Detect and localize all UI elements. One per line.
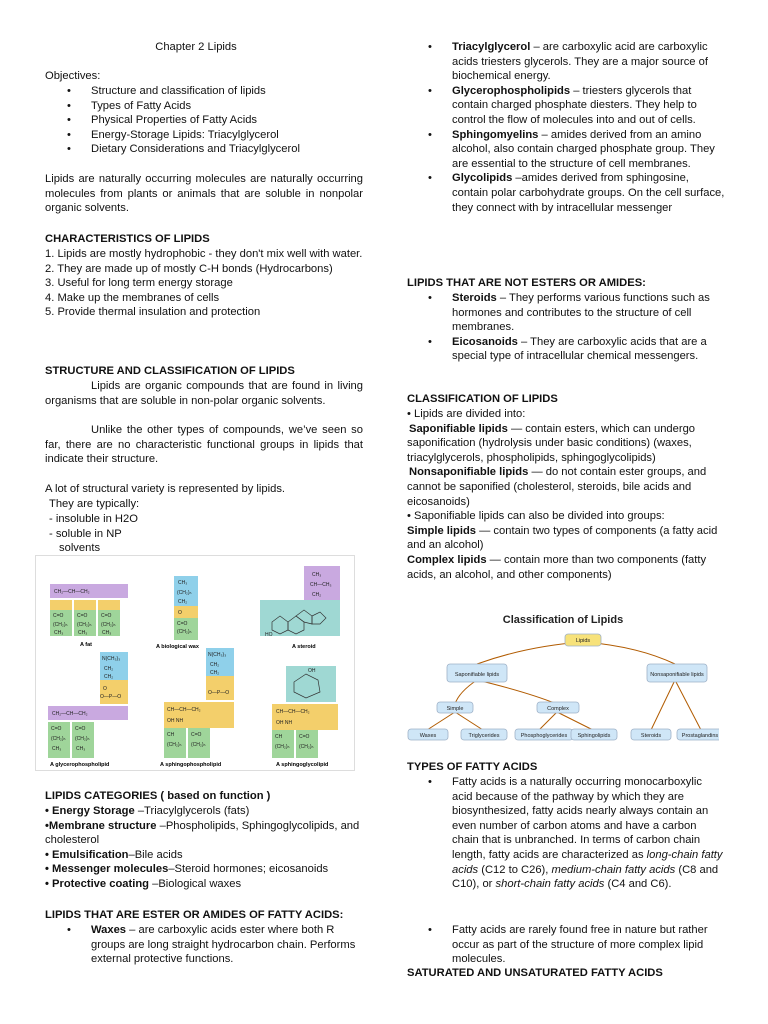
svg-text:C=O: C=O [75, 726, 86, 732]
variety-text: A lot of structural variety is represented by lipids. [45, 483, 286, 495]
node-label: Lipids [575, 638, 591, 644]
objectives-heading: Objectives: [45, 70, 101, 82]
list-item: • Physical Properties of Fatty Acids [45, 113, 363, 128]
list-item: • Fatty acids is a naturally occurring monocarboxylic acid because of the pathway by which they are biosynthesized, fatty acids nearly always contain an even number of carbon atoms and have a carbon chain that is unbranched. In terms of carbon chain length, fatty acids are characterized as long-chain fatty acids (C12 to C26), medium-chain fatty acids (C8 and C10), or short-chain fatty acids (C4 and C6). [407, 775, 725, 892]
node-label: Waxes [419, 733, 437, 739]
figure-label: A glycerophospholipid [50, 762, 110, 768]
ester-list [45, 923, 363, 967]
node-label: Saponifiable lipids [454, 672, 500, 678]
categories-heading: LIPIDS CATEGORIES ( based on function ) [45, 790, 271, 802]
node-label: Nonsaponifiable lipids [650, 672, 704, 678]
figure-label: A sphingophospholipid [160, 762, 222, 768]
svg-text:CH—CH₃: CH—CH₃ [310, 582, 332, 588]
simple-item: Simple lipids — contain two types of components (a fatty acid and an alcohol) [407, 524, 718, 552]
nonsaponifiable-item: Nonsaponifiable lipids — do not contain ester groups, and cannot be saponified (cholesterol, steroids, bile acids and eicosanoids) [407, 466, 707, 508]
svg-text:(CH₂)ₙ: (CH₂)ₙ [299, 744, 314, 750]
svg-text:C=O: C=O [299, 734, 310, 740]
list-item: 1. Lipids are mostly hydrophobic - they don't mix well with water. [45, 248, 363, 260]
objectives-list [45, 84, 363, 157]
svg-text:CH₂: CH₂ [104, 666, 114, 672]
node-label: Steroids [640, 733, 662, 739]
svg-text:C=O: C=O [53, 613, 64, 619]
list-item: • Fatty acids are rarely found free in nature but rather occur as part of the structure of more complex lipid molecules. [407, 923, 725, 967]
list-item: •Membrane structure –Phospholipids, Sphingoglycolipids, and cholesterol [45, 819, 360, 847]
list-item: • Types of Fatty Acids [45, 99, 363, 114]
svg-text:(CH₂)ₙ: (CH₂)ₙ [101, 622, 116, 628]
complex-item: Complex lipids — contain more than two components (fatty acids, an alcohol, and other components) [407, 553, 707, 581]
svg-text:OH NH: OH NH [167, 718, 184, 724]
not-esters-list [407, 291, 725, 364]
figure-label: A fat [80, 642, 93, 648]
svg-text:(CH₂)ₙ: (CH₂)ₙ [177, 629, 192, 635]
svg-text:(CH₂)ₙ: (CH₂)ₙ [177, 590, 192, 596]
list-item: • Eicosanoids – They are carboxylic acids that are a special type of intracellular chemical messengers. [407, 335, 725, 364]
svg-text:(CH₂)ₙ: (CH₂)ₙ [75, 736, 90, 742]
list-item: • Energy-Storage Lipids: Triacylglycerol [45, 128, 363, 143]
intro-paragraph: Lipids are naturally occurring molecules are naturally occurring molecules from plants or animals that are soluble in nonpolar organic solvents. [45, 173, 363, 215]
list-item: • Sphingomyelins – amides derived from an amino alcohol, also contain charged phosphate group. They are essential to the structure of cell membranes. [407, 128, 725, 172]
node-label: Sphingolipids [577, 733, 611, 739]
fatty-acid-list [407, 775, 725, 892]
node-label: Prostaglandins [681, 733, 719, 739]
classification-diagram [407, 612, 719, 748]
svg-text:N(CH₃)₃: N(CH₃)₃ [102, 656, 121, 662]
structure-paragraph-1: Lipids are organic compounds that are found in living organisms that are soluble in non-polar organic solvents. [45, 380, 363, 407]
svg-text:CH₃: CH₃ [102, 630, 112, 636]
typically-text: They are typically: [49, 498, 140, 510]
fatty-acid-list-2 [407, 923, 725, 967]
node-label: Complex [547, 706, 569, 712]
ester-heading: LIPIDS THAT ARE ESTER OR AMIDES OF FATTY ACIDS: [45, 909, 344, 921]
list-item: • Waxes – are carboxylic acids ester where both R groups are long straight hydrocarbon chain. Performs external protective functions. [45, 923, 363, 967]
list-item: • Glycolipids –amides derived from sphingosine, contain polar carbohydrate groups. On the cell surface, they connect with by intracellular messenger [407, 171, 725, 215]
svg-text:O—P—O: O—P—O [100, 694, 122, 700]
list-item: • Emulsification–Bile acids [45, 848, 183, 861]
groups-line: • Saponifiable lipids can also be divided into groups: [407, 510, 665, 523]
svg-text:CH₃: CH₃ [76, 746, 86, 752]
svg-text:CH₃: CH₃ [78, 630, 88, 636]
svg-text:CH₂: CH₂ [210, 662, 220, 668]
svg-text:CH₂—CH—CH₂: CH₂—CH—CH₂ [54, 589, 90, 595]
svg-text:OH: OH [308, 668, 316, 674]
svg-text:C=O: C=O [77, 613, 88, 619]
list-item: • Structure and classification of lipids [45, 84, 363, 99]
list-item: • Protective coating –Biological waxes [45, 877, 242, 890]
structure-heading: STRUCTURE AND CLASSIFICATION OF LIPIDS [45, 365, 295, 377]
typically-item: - soluble in NP [49, 528, 122, 540]
fatty-acid-types-heading: TYPES OF FATTY ACIDS [407, 761, 538, 773]
svg-text:CH: CH [275, 734, 283, 740]
svg-text:CH₃: CH₃ [312, 572, 322, 578]
svg-text:CH: CH [167, 732, 175, 738]
classification-text [407, 407, 725, 582]
svg-text:(CH₂)ₙ: (CH₂)ₙ [275, 744, 290, 750]
svg-text:CH—CH—CH₂: CH—CH—CH₂ [276, 709, 310, 715]
svg-text:CH₃: CH₃ [52, 746, 62, 752]
svg-text:(CH₂)ₙ: (CH₂)ₙ [167, 742, 182, 748]
list-item: • Steroids – They performs various functions such as hormones and contributes to the structure of cell membranes. [407, 291, 725, 335]
svg-text:CH₂: CH₂ [104, 674, 114, 680]
svg-text:O: O [103, 686, 107, 692]
svg-text:N(CH₃)₃: N(CH₃)₃ [208, 652, 227, 658]
classification-line: • Lipids are divided into: [407, 408, 526, 420]
list-item: 2. They are made up of mostly C-H bonds (Hydrocarbons) [45, 262, 333, 275]
svg-text:O—P—O: O—P—O [208, 690, 230, 696]
node-label: Triglycerides [468, 733, 500, 739]
svg-text:(CH₂)ₙ: (CH₂)ₙ [191, 742, 206, 748]
svg-text:(CH₂)ₙ: (CH₂)ₙ [51, 736, 66, 742]
svg-text:C=O: C=O [51, 726, 62, 732]
typically-item: - insoluble in H2O [49, 513, 138, 525]
svg-text:CH₃: CH₃ [54, 630, 64, 636]
figure-label: A biological wax [156, 644, 199, 650]
typically-item: solvents [59, 542, 101, 554]
list-item: • Energy Storage –Triacylglycerols (fats) [45, 805, 250, 817]
node-label: Phosphoglycerides [520, 733, 568, 739]
lipid-structures-image [36, 556, 354, 770]
svg-text:CH₂: CH₂ [210, 670, 220, 676]
not-esters-heading: LIPIDS THAT ARE NOT ESTERS OR AMIDES: [407, 277, 646, 289]
svg-text:(CH₂)ₙ: (CH₂)ₙ [77, 622, 92, 628]
lipid-structures-figure [35, 555, 355, 771]
list-item: 4. Make up the membranes of cells [45, 291, 220, 304]
list-item: • Glycerophospholipids – triesters glycerols that contain charged phosphate diesters. They help to control the flow of molecules into and out of cells. [407, 84, 725, 128]
list-item: 5. Provide thermal insulation and protection [45, 306, 261, 319]
svg-text:C=O: C=O [191, 732, 202, 738]
classification-heading: CLASSIFICATION OF LIPIDS [407, 393, 558, 405]
categories-list [45, 804, 363, 892]
classification-diagram-svg [407, 612, 719, 748]
list-item: • Messenger molecules–Steroid hormones; eicosanoids [45, 863, 329, 876]
ester-types-list [407, 40, 725, 215]
list-item: • Dietary Considerations and Triacylglycerol [45, 142, 363, 157]
svg-text:HO: HO [265, 632, 273, 638]
saturated-heading: SATURATED AND UNSATURATED FATTY ACIDS [407, 967, 663, 979]
node-label: Simple [446, 706, 464, 712]
list-item: • Triacylglycerol – are carboxylic acid are carboxylic acids triesters glycerols. They are a major source of biochemical energy. [407, 40, 725, 84]
svg-text:CH₂: CH₂ [178, 599, 188, 605]
svg-text:CH₃: CH₃ [178, 580, 188, 586]
structure-paragraph-2: Unlike the other types of compounds, we’ve seen so far, there are no characteristic functional groups in lipids that indicate their structure. [45, 424, 363, 466]
diagram-title: Classification of Lipids [502, 614, 624, 626]
svg-text:(CH₂)ₙ: (CH₂)ₙ [53, 622, 68, 628]
page-title: Chapter 2 Lipids [155, 41, 237, 53]
svg-text:OH NH: OH NH [276, 720, 293, 726]
svg-text:C=O: C=O [177, 621, 188, 627]
characteristics-list [45, 247, 363, 320]
figure-label: A steroid [292, 644, 316, 650]
svg-text:CH—CH—CH₂: CH—CH—CH₂ [167, 707, 201, 713]
characteristics-heading: CHARACTERISTICS OF LIPIDS [45, 233, 210, 245]
svg-text:C=O: C=O [101, 613, 112, 619]
svg-text:CH₂—CH—CH₂: CH₂—CH—CH₂ [52, 711, 88, 717]
list-item: 3. Useful for long term energy storage [45, 277, 233, 290]
svg-text:CH₂: CH₂ [312, 592, 322, 598]
svg-text:O: O [178, 610, 182, 616]
saponifiable-item: Saponifiable lipids — contain esters, which can undergo saponification (hydrolysis under basic conditions) (waxes, triacylglycerols, phospholipids, sphingoglycolipids) [407, 422, 696, 464]
figure-label: A sphingoglycolipid [276, 762, 329, 768]
